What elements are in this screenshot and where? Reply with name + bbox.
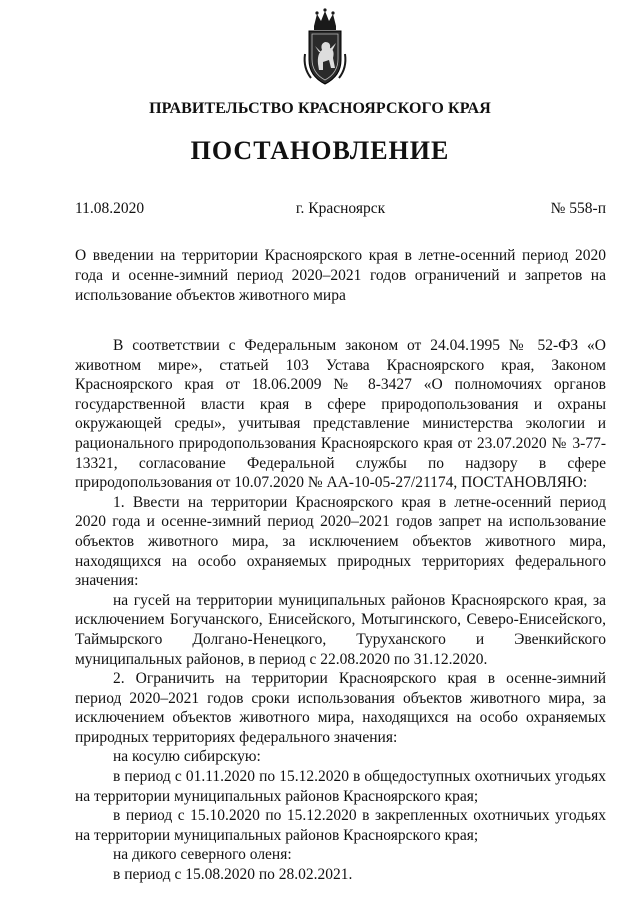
item-1-paragraph: 1. Ввести на территории Красноярского края в летне-осенний период 2020 года и осенне-зимний период 2020–2021 годов запрет на использование объектов животного мира, за исключением объектов животного мира, находящихся на особо охраняемых природных территориях федерального значения:	[75, 493, 606, 590]
reindeer-heading: на дикого северного оленя:	[113, 846, 292, 864]
preamble-paragraph: В соответствии с Федеральным законом от 24.04.1995 № 52-ФЗ «О животном мире», статьей 103 Устава Красноярского края, Законом Красноярского края от 18.06.2009 № 8-3427 «О полномочиях органов государственной власти края в сфере природопользования и охраны окружающей среды», учитывая представление министерства экологии и рационального природопользования Красноярского края от 23.07.2020 № 3-77-13321, согласование Федеральной службы по надзору в сфере природопользования от 10.07.2020 № АА-10-05-27/21174, ПОСТАНОВЛЯЮ:	[75, 337, 606, 492]
item-1-geese-paragraph: на гусей на территории муниципальных районов Красноярского края, за исключением Богучанского, Енисейского, Мотыгинского, Северо-Енисейского, Таймырского Долгано-Ненецкого, Туруханского и Эвенкийского муниципальных районов, в период с 22.08.2020 по 31.12.2020.	[75, 591, 606, 668]
document-number: № 558-п	[550, 200, 606, 217]
roe-deer-period-2: в период с 15.10.2020 по 15.12.2020 в закрепленных охотничьих угодьях на территории муниципальных районов Красноярского края;	[75, 807, 606, 844]
document-date: 11.08.2020	[75, 200, 145, 217]
document-city: г. Красноярск	[295, 200, 386, 217]
government-title: ПРАВИТЕЛЬСТВО КРАСНОЯРСКОГО КРАЯ	[149, 100, 491, 117]
roe-deer-period-1: в период с 01.11.2020 по 15.12.2020 в общедоступных охотничьих угодьях на территории муниципальных районов Красноярского края;	[75, 768, 606, 805]
krasnoyarsk-krai-coat-of-arms-icon	[301, 8, 349, 88]
roe-deer-heading: на косулю сибирскую:	[113, 748, 261, 766]
item-2-paragraph: 2. Ограничить на территории Красноярского края в осенне-зимний период 2020–2021 годов сроки использования объектов животного мира, за исключением объектов животного мира, находящихся на особо охраняемых природных территориях федерального значения:	[75, 670, 606, 746]
document-type-title: ПОСТАНОВЛЕНИЕ	[190, 136, 450, 165]
document-body	[75, 336, 606, 885]
reindeer-period: в период с 15.08.2020 по 28.02.2021.	[113, 866, 353, 884]
document-subject: О введении на территории Красноярского края в летне-осенний период 2020 года и осенне-зимний период 2020–2021 годов ограничений и запретов на использование объектов животного мира	[75, 247, 606, 304]
document-meta-line	[75, 200, 606, 220]
